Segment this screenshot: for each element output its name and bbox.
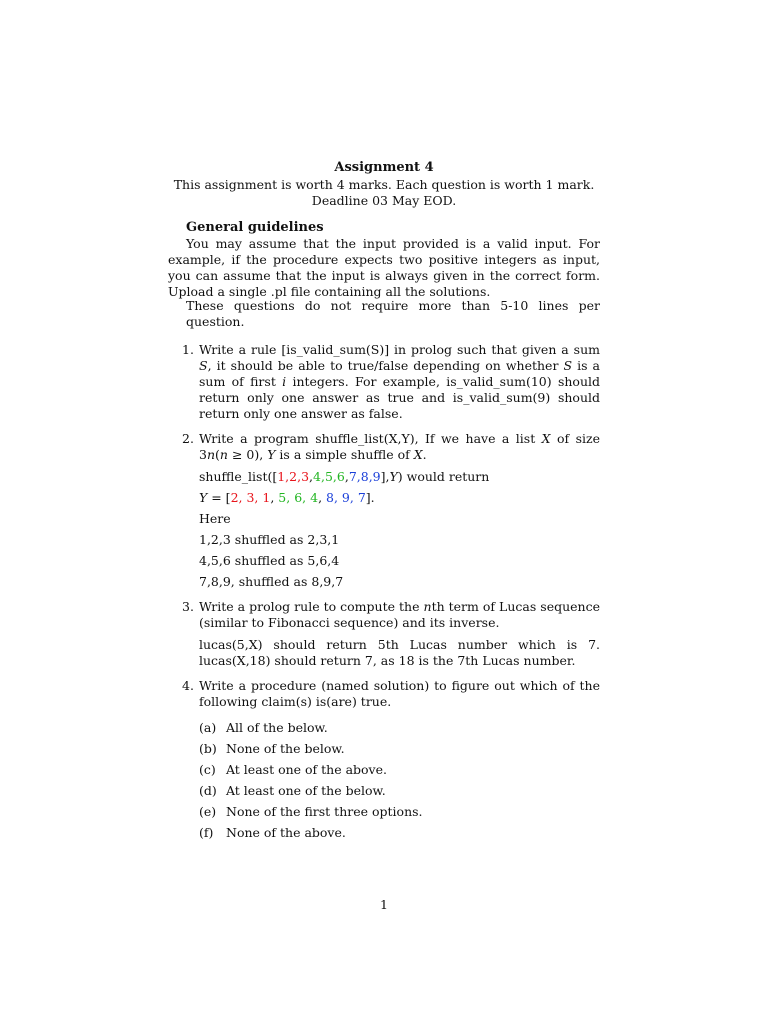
question-number: 4. [182,678,194,693]
question-list [168,342,600,850]
question-number: 3. [182,599,194,614]
question-example: lucas(5,X) should return 5th Lucas number which is 7. lucas(X,18) should return 7, as 18 is the 7th Lucas number. [199,637,600,668]
question-text: Write a program shuffle_list(X,Y), If we have a list X of size 3n(n ≥ 0), Y is a simple shuffle of X. [199,431,600,462]
question-4 [168,678,600,841]
example-call: shuffle_list([1,2,3,4,5,6,7,8,9],Y) would return [199,469,490,484]
question-number: 2. [182,431,194,446]
question-2 [168,431,600,590]
document-title: Assignment 4 [334,160,434,175]
output-group-1: 2, 3, 1 [230,490,271,505]
claim-b: (b) None of the below. [199,741,345,756]
input-group-1: 1,2,3 [277,469,310,484]
output-group-2: 5, 6, 4 [278,490,319,505]
page-number: 1 [380,897,388,912]
guidelines-heading: General guidelines [186,220,324,235]
question-text: Write a procedure (named solution) to figure out which of the following claim(s) is(are) true. [199,678,600,709]
explanation-line-3: 7,8,9, shuffled as 8,9,7 [199,574,344,589]
here-label: Here [199,511,231,526]
guidelines-paragraph-2: These questions do not require more than 5-10 lines per question. [186,298,600,329]
explanation-line-1: 1,2,3 shuffled as 2,3,1 [199,532,340,547]
claims-list [199,720,600,841]
question-text: Write a prolog rule to compute the nth term of Lucas sequence (similar to Fibonacci sequence) and its inverse. [199,599,600,630]
claim-d: (d) At least one of the below. [199,783,386,798]
guidelines-paragraph-1: You may assume that the input provided is a valid input. For example, if the procedure expects two positive integers as input, you can assume that the input is always given in the correct form. Upload a single .pl file containing all the solutions. [168,236,600,299]
question-number: 1. [182,342,194,357]
question-text: Write a rule [is_valid_sum(S)] in prolog such that given a sum S, it should be able to true/false depending on whether S is a sum of first i integers. For example, is_valid_sum(10) should return only one answer as true and is_valid_sum(9) should return only one answer as false. [199,342,600,421]
input-group-2: 4,5,6 [313,469,345,484]
claim-a: (a) All of the below. [199,720,328,735]
example-result: Y = [2, 3, 1, 5, 6, 4, 8, 9, 7]. [199,490,375,505]
claim-e: (e) None of the first three options. [199,804,423,819]
input-group-3: 7,8,9 [348,469,381,484]
question-3 [168,599,600,669]
document-subtitle: This assignment is worth 4 marks. Each question is worth 1 mark. Deadline 03 May EOD. [173,177,595,208]
explanation-line-2: 4,5,6 shuffled as 5,6,4 [199,553,340,568]
question-1 [168,342,600,422]
claim-c: (c) At least one of the above. [199,762,387,777]
claim-f: (f) None of the above. [199,825,346,840]
output-group-3: 8, 9, 7 [326,490,366,505]
